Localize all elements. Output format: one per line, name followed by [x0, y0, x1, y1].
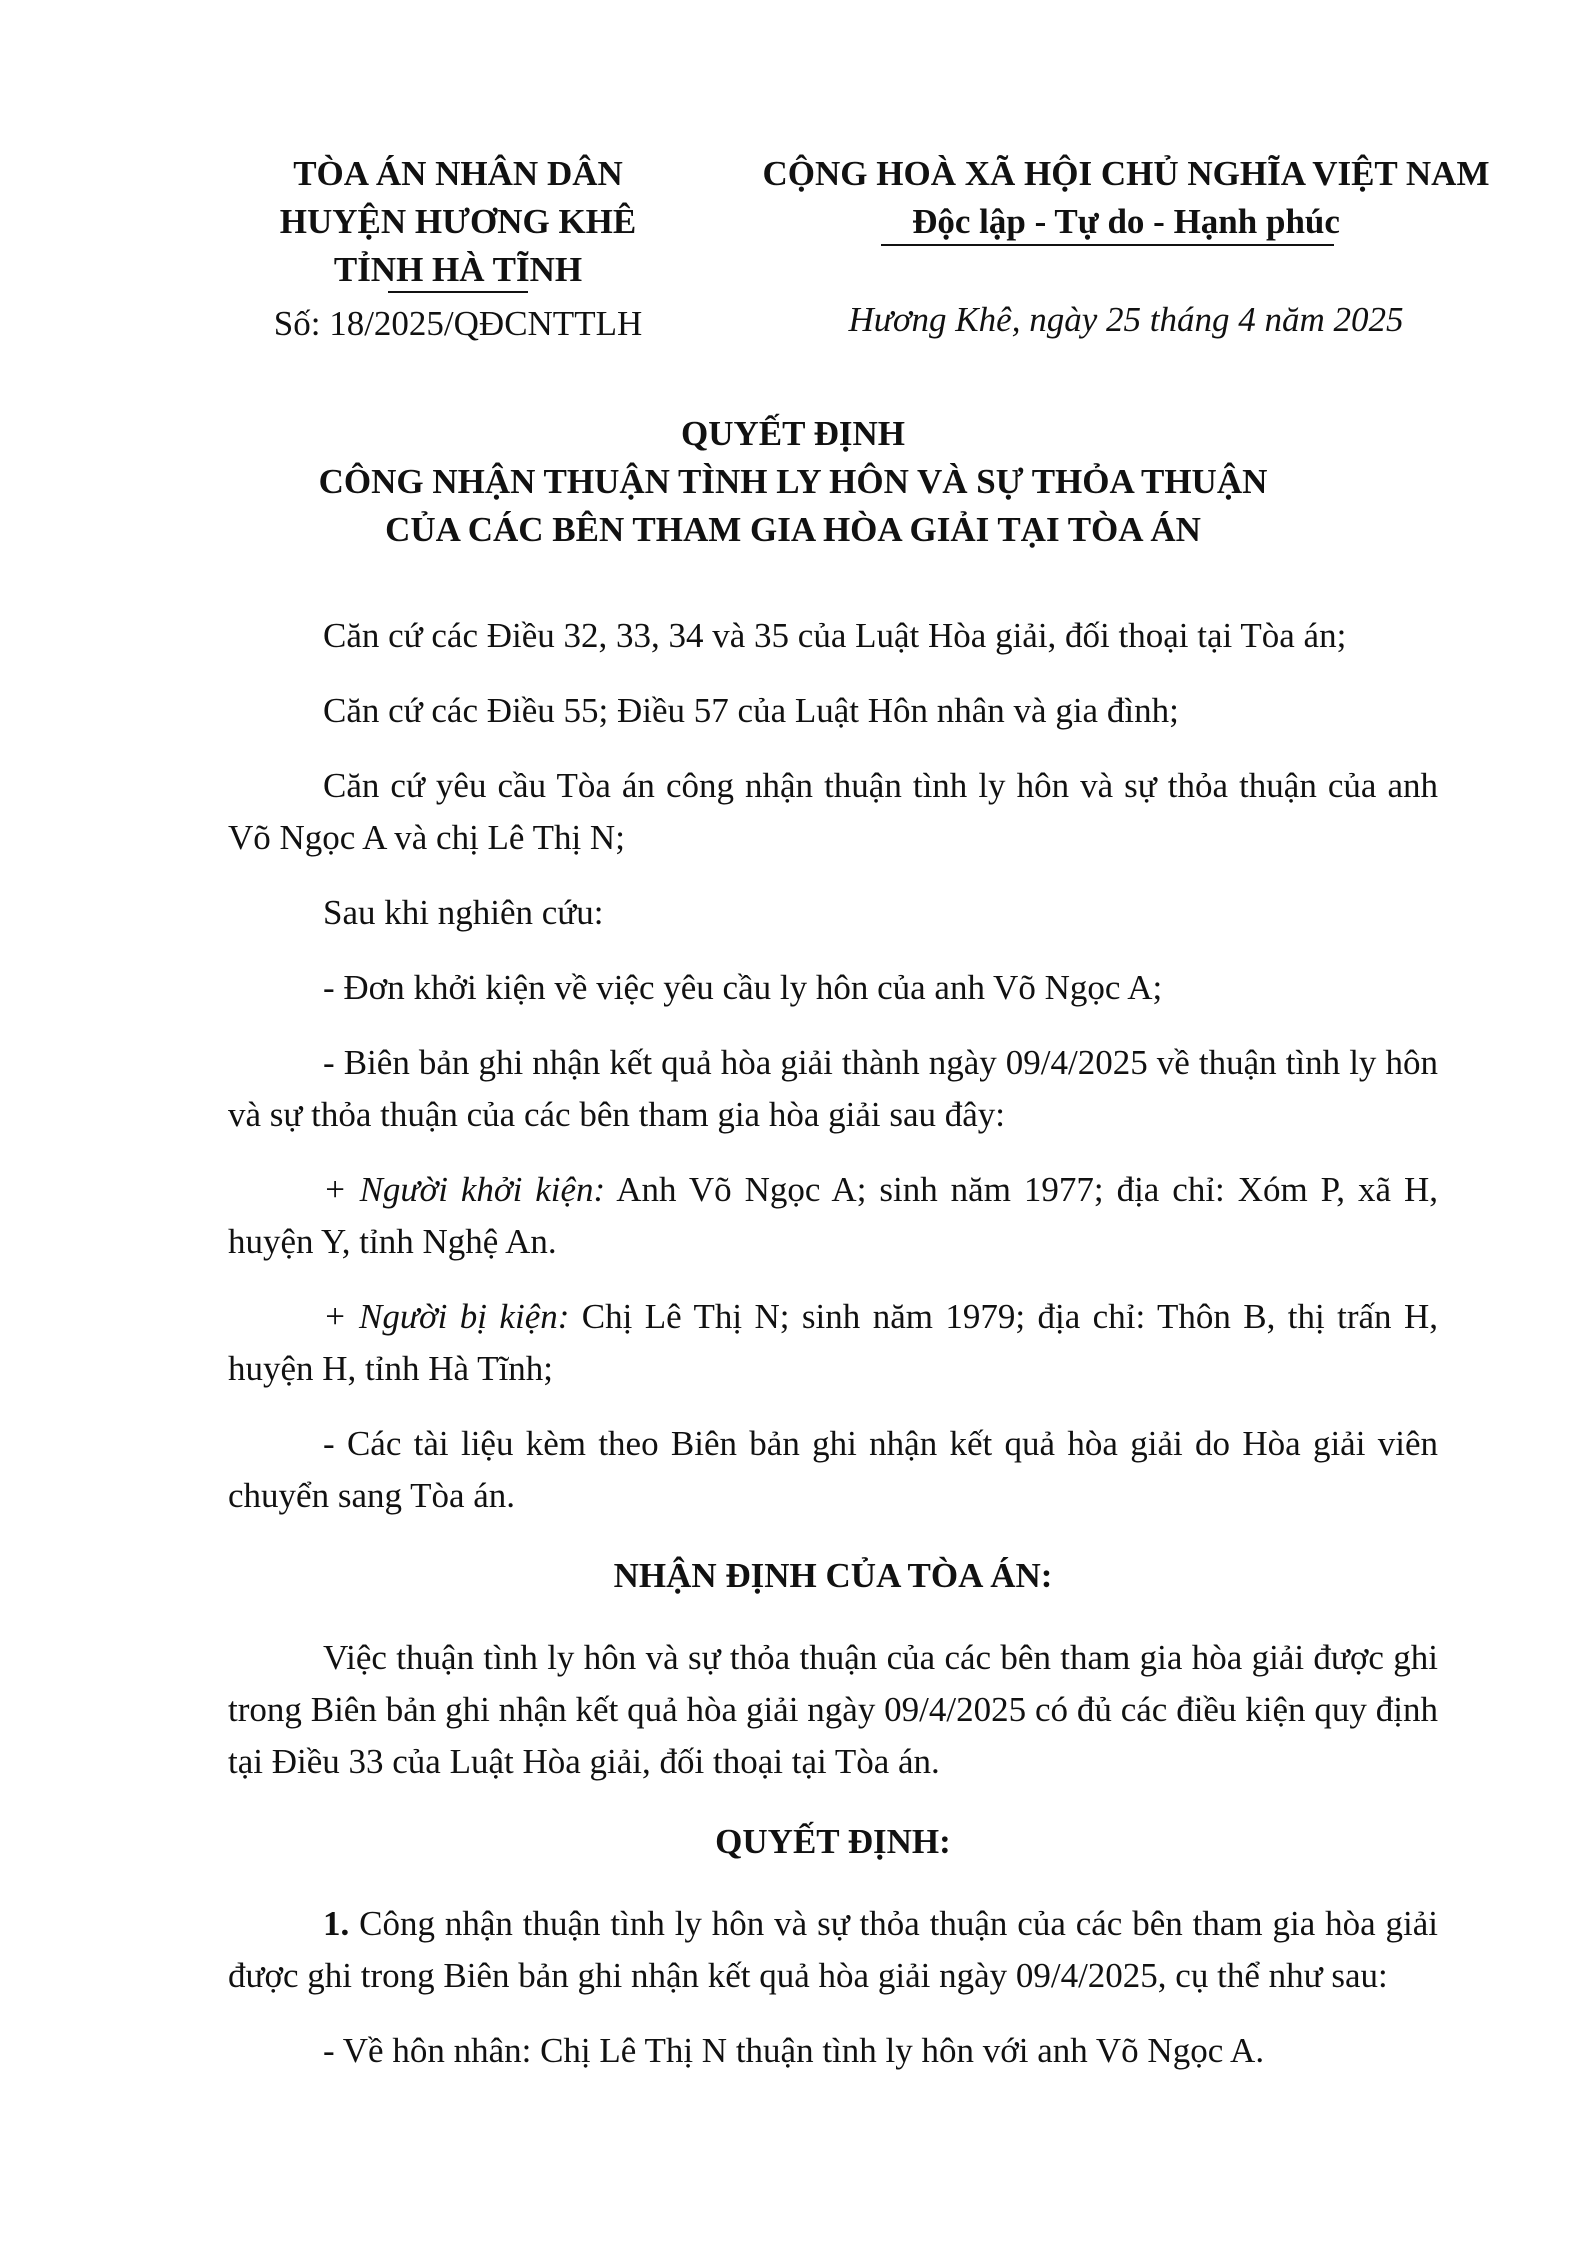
- preamble-paragraph: - Biên bản ghi nhận kết quả hòa giải thành ngày 09/4/2025 về thuận tình ly hôn và sự thỏa thuận của các bên tham gia hòa giải sau đây:: [228, 1043, 1438, 1134]
- national-header: [736, 150, 1516, 246]
- document-number: Số: 18/2025/QĐCNTTLH: [273, 304, 643, 343]
- title-line-2: CÔNG NHẬN THUẬN TÌNH LY HÔN VÀ SỰ THỎA THUẬN: [318, 462, 1268, 501]
- national-motto: Độc lập - Tự do - Hạnh phúc: [912, 202, 1340, 241]
- decision-item-number: 1.: [323, 1904, 350, 1943]
- preamble-paragraph: - Đơn khởi kiện về việc yêu cầu ly hôn của anh Võ Ngọc A;: [323, 968, 1163, 1007]
- place-date: Hương Khê, ngày 25 tháng 4 năm 2025: [848, 300, 1404, 339]
- assessment-paragraph: Việc thuận tình ly hôn và sự thỏa thuận của các bên tham gia hòa giải được ghi trong Biên bản ghi nhận kết quả hòa giải ngày 09/4/2025 có đủ các điều kiện quy định tại Điều 33 của Luật Hòa giải, đối thoại tại Tòa án.: [228, 1638, 1438, 1781]
- defendant-details: Chị Lê Thị N; sinh năm 1979; địa chỉ: Thôn B, thị trấn H, huyện H, tỉnh Hà Tĩnh;: [228, 1297, 1438, 1388]
- court-header: [248, 150, 668, 348]
- title-line-1: QUYẾT ĐỊNH: [681, 414, 905, 453]
- preamble-paragraph: Căn cứ các Điều 55; Điều 57 của Luật Hôn nhân và gia đình;: [323, 691, 1179, 730]
- defendant-paragraph: [228, 1291, 1438, 1395]
- document-body: [228, 610, 1438, 2100]
- document-title: [150, 410, 1436, 554]
- preamble-paragraph: Căn cứ yêu cầu Tòa án công nhận thuận tình ly hôn và sự thỏa thuận của anh Võ Ngọc A và chị Lê Thị N;: [228, 766, 1438, 857]
- preamble-paragraph: Sau khi nghiên cứu:: [323, 893, 604, 932]
- decision-heading: QUYẾT ĐỊNH:: [715, 1822, 951, 1861]
- decision-item-text: Công nhận thuận tình ly hôn và sự thỏa thuận của các bên tham gia hòa giải được ghi trong Biên bản ghi nhận kết quả hòa giải ngày 09/4/2025, cụ thể như sau:: [228, 1904, 1438, 1995]
- attachments-paragraph: - Các tài liệu kèm theo Biên bản ghi nhận kết quả hòa giải do Hòa giải viên chuyển sang Tòa án.: [228, 1424, 1438, 1515]
- plaintiff-paragraph: [228, 1164, 1438, 1268]
- court-name-line-2: HUYỆN HƯƠNG KHÊ: [279, 202, 637, 241]
- title-line-3: CỦA CÁC BÊN THAM GIA HÒA GIẢI TẠI TÒA ÁN: [385, 510, 1201, 549]
- assessment-heading: NHẬN ĐỊNH CỦA TÒA ÁN:: [613, 1556, 1053, 1595]
- plaintiff-label: + Người khởi kiện:: [323, 1170, 606, 1209]
- plaintiff-details: Anh Võ Ngọc A; sinh năm 1977; địa chỉ: Xóm P, xã H, huyện Y, tỉnh Nghệ An.: [228, 1170, 1438, 1261]
- marriage-paragraph: - Về hôn nhân: Chị Lê Thị N thuận tình ly hôn với anh Võ Ngọc A.: [323, 2031, 1265, 2070]
- defendant-label: + Người bị kiện:: [323, 1297, 570, 1336]
- court-name-line-1: TÒA ÁN NHÂN DÂN: [293, 154, 623, 193]
- decision-item-1: [228, 1898, 1438, 2002]
- national-name: CỘNG HOÀ XÃ HỘI CHỦ NGHĨA VIỆT NAM: [762, 154, 1490, 193]
- preamble-paragraph: Căn cứ các Điều 32, 33, 34 và 35 của Luật Hòa giải, đối thoại tại Tòa án;: [323, 616, 1347, 655]
- court-header-underline: [388, 291, 528, 293]
- motto-underline: [881, 244, 1334, 246]
- court-name-line-3: TỈNH HÀ TĨNH: [333, 250, 583, 289]
